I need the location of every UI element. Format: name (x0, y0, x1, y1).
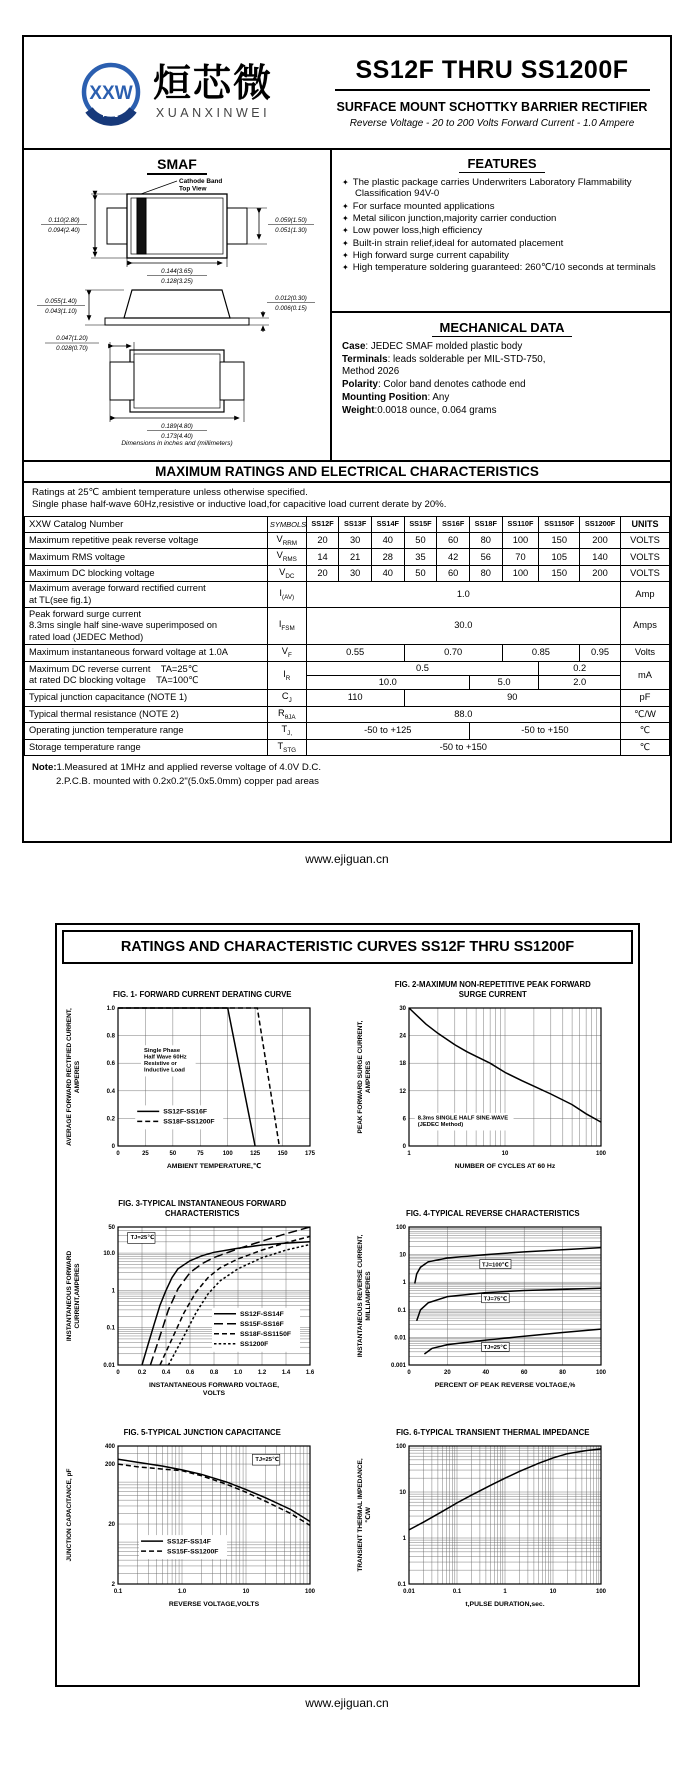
value-cell: 0.2 (539, 661, 621, 675)
svg-text:℃/W: ℃/W (364, 1507, 372, 1523)
value-cell: 0.85 (502, 645, 580, 662)
svg-text:0.1: 0.1 (397, 1582, 406, 1588)
ratings-table (24, 516, 670, 756)
svg-text:6: 6 (402, 1116, 406, 1123)
value-cell: 30 (339, 532, 372, 549)
ratings-tagline: Reverse Voltage - 20 to 200 Volts Forward Current - 1.0 Ampere (349, 118, 635, 129)
note-line: 2.P.C.B. mounted with 0.2x0.2"(5.0x5.0mm) copper pad areas (56, 776, 319, 788)
value-cell: 140 (580, 549, 621, 566)
value-cell: 90 (404, 690, 620, 707)
svg-text:100: 100 (395, 1225, 406, 1231)
series-SS15F-SS1200F (118, 1464, 310, 1525)
figure-4 (348, 1198, 639, 1407)
svg-text:0: 0 (116, 1370, 120, 1376)
symbol-cell: $I_{(AV)}$ (267, 582, 306, 608)
svg-text:40: 40 (482, 1370, 489, 1376)
svg-text:TJ=100℃: TJ=100℃ (481, 1262, 509, 1269)
features-section (332, 150, 670, 313)
dim-pad-width-in: 0.047(1.20) (56, 335, 88, 342)
svg-text:SS12F-SS16F: SS12F-SS16F (163, 1108, 208, 1116)
figure-2 (348, 979, 639, 1188)
value-cell: 20 (306, 532, 339, 549)
svg-text:0: 0 (402, 1144, 406, 1150)
value-cell: 30.0 (306, 608, 620, 645)
svg-text:0.8: 0.8 (210, 1370, 219, 1376)
figure-5-title (124, 1417, 281, 1438)
device-column-header: SS13F (339, 517, 372, 533)
website-link[interactable]: www.ejiguan.cn (305, 1696, 389, 1710)
datasheet-page-1 (22, 35, 672, 843)
svg-text:REVERSE VOLTAGE,VOLTS: REVERSE VOLTAGE,VOLTS (169, 1601, 260, 1608)
svg-text:1.4: 1.4 (282, 1370, 291, 1376)
series-SS12F-SS14F (118, 1459, 310, 1521)
svg-text:INSTANTANEOUS REVERSE CURRENT,: INSTANTANEOUS REVERSE CURRENT, (356, 1234, 364, 1358)
value-cell: 40 (371, 532, 404, 549)
svg-text:0.001: 0.001 (390, 1363, 406, 1369)
value-cell: 30 (339, 565, 372, 582)
dim-tab-height-in: 0.059(1.50) (275, 217, 307, 224)
svg-text:SS15F-SS1200F: SS15F-SS1200F (167, 1548, 219, 1556)
logo-monogram: XXW (89, 82, 133, 104)
mechanical-data-section (332, 313, 670, 460)
svg-text:PERCENT OF PEAK REVERSE VOLTAG: PERCENT OF PEAK REVERSE VOLTAGE,% (434, 1382, 576, 1389)
svg-text:10: 10 (399, 1252, 406, 1259)
symbols-header: SYMBOLS (267, 517, 306, 533)
device-column-header: SS12F (306, 517, 339, 533)
feature-item: ✦ Built-in strain relief,ideal for automated placement (342, 237, 564, 249)
svg-text:SS12F-SS14F: SS12F-SS14F (167, 1538, 212, 1546)
symbol-cell: $C_J$ (267, 690, 306, 707)
svg-text:10: 10 (399, 1490, 406, 1496)
svg-text:JUNCTION CAPACITANCE, pF: JUNCTION CAPACITANCE, pF (66, 1468, 74, 1562)
svg-text:1: 1 (407, 1151, 411, 1157)
mechanical-data-item: Method 2026 (342, 366, 400, 378)
features-list (342, 177, 662, 274)
svg-text:75: 75 (197, 1151, 204, 1157)
svg-text:0.6: 0.6 (186, 1370, 195, 1376)
features-heading: FEATURES (342, 156, 662, 171)
value-cell: 50 (404, 532, 437, 549)
top-view-callout: Top View (179, 185, 207, 193)
title-rule (335, 89, 650, 91)
value-cell: 0.95 (580, 645, 621, 662)
param-cell: Typical thermal resistance (NOTE 2) (25, 706, 268, 723)
device-description: SURFACE MOUNT SCHOTTKY BARRIER RECTIFIER (336, 100, 648, 114)
value-cell: -50 to +150 (306, 739, 620, 756)
svg-text:CURRENT,AMPERES: CURRENT,AMPERES (74, 1263, 82, 1329)
svg-text:0.4: 0.4 (106, 1088, 116, 1095)
svg-text:2: 2 (111, 1582, 116, 1588)
dim-body-width-in: 0.144(3.65) (161, 268, 193, 275)
package-outline-drawing (27, 172, 327, 440)
dim-pad-width-mm: 0.028(0.70) (56, 345, 88, 352)
svg-text:100: 100 (595, 1370, 606, 1376)
figure-6-plot (353, 1438, 633, 1626)
figure-4-title (406, 1198, 580, 1219)
svg-text:AVERAGE FORWARD RECTIFIED CURR: AVERAGE FORWARD RECTIFIED CURRENT, (66, 1008, 74, 1146)
units-cell: pF (620, 690, 669, 707)
svg-text:100: 100 (222, 1151, 233, 1157)
svg-text:25: 25 (142, 1151, 150, 1157)
svg-text:1.6: 1.6 (306, 1370, 315, 1376)
logo-icon (75, 57, 147, 129)
svg-text:125: 125 (250, 1151, 261, 1157)
svg-text:0.1: 0.1 (106, 1325, 116, 1332)
svg-text:0: 0 (407, 1370, 411, 1376)
figure-title-line: SURGE CURRENT (458, 989, 527, 999)
feature-item: ✦ High temperature soldering guaranteed: 260℃/10 seconds at terminals (342, 262, 656, 274)
figure-title-line: FIG. 2-MAXIMUM NON-REPETITIVE PEAK FORWARD (394, 979, 591, 989)
mechanical-data-heading: MECHANICAL DATA (342, 320, 662, 335)
dim-lead-thickness-in: 0.012(0.30) (275, 295, 307, 302)
dim-body-width-mm: 0.128(3.25) (161, 278, 193, 285)
svg-text:24: 24 (399, 1033, 406, 1040)
figure-3-title (118, 1198, 286, 1219)
value-cell: 14 (306, 549, 339, 566)
dim-tab-height-mm: 0.051(1.30) (275, 227, 307, 234)
svg-text:1.0: 1.0 (106, 1006, 116, 1012)
svg-text:0.1: 0.1 (397, 1307, 406, 1314)
svg-text:Half Wave 60Hz: Half Wave 60Hz (144, 1054, 187, 1061)
figure-title-line: FIG. 4-TYPICAL REVERSE CHARACTERISTICS (405, 1208, 580, 1218)
mechanical-data-item: Mounting Position: Any (342, 391, 450, 403)
svg-text:1.2: 1.2 (258, 1370, 267, 1376)
symbol-cell: $V_F$ (267, 645, 306, 662)
param-cell: Maximum RMS voltage (25, 549, 268, 566)
figure-title-line: FIG. 3-TYPICAL INSTANTANEOUS FORWARD (118, 1198, 287, 1208)
mechanical-data-item: Case: JEDEC SMAF molded plastic body (342, 341, 523, 352)
device-column-header: SS14F (371, 517, 404, 533)
svg-text:20: 20 (108, 1522, 116, 1529)
package-drawing-panel (24, 150, 332, 460)
symbol-cell: $I_{FSM}$ (267, 608, 306, 645)
svg-text:0.4: 0.4 (162, 1370, 171, 1376)
dim-total-width-mm: 0.173(4.40) (161, 433, 193, 440)
param-cell: Peak forward surge current 8.3ms single half sine-wave superimposed on rated load (JEDEC Method) (25, 608, 268, 645)
svg-text:1: 1 (111, 1288, 116, 1295)
svg-text:AMPERES: AMPERES (74, 1060, 82, 1094)
symbol-cell: $T_{STG}$ (267, 739, 306, 756)
company-name-cjk: 烜芯微 (152, 63, 273, 106)
svg-text:0: 0 (111, 1144, 116, 1150)
value-cell: 200 (580, 532, 621, 549)
figure-1 (57, 979, 348, 1188)
value-cell: 110 (306, 690, 404, 707)
svg-text:10: 10 (549, 1589, 557, 1595)
value-cell: 60 (437, 565, 470, 582)
svg-text:1: 1 (402, 1536, 406, 1542)
value-cell: 21 (339, 549, 372, 566)
svg-text:60: 60 (520, 1370, 528, 1376)
svg-text:0.2: 0.2 (106, 1116, 116, 1123)
param-cell: Maximum instantaneous forward voltage at 1.0A (25, 645, 268, 662)
units-cell: VOLTS (620, 532, 669, 549)
svg-text:TJ=25℃: TJ=25℃ (255, 1456, 280, 1463)
value-cell: 0.55 (306, 645, 404, 662)
ratings-section-heading: MAXIMUM RATINGS AND ELECTRICAL CHARACTERISTICS (24, 460, 670, 483)
condition-line-1: Ratings at 25℃ ambient temperature unless otherwise specified. (32, 487, 308, 498)
value-cell: 105 (539, 549, 580, 566)
symbol-cell: $R_{\theta JA}$ (267, 706, 306, 723)
test-conditions (24, 483, 670, 516)
value-cell: 35 (404, 549, 437, 566)
cathode-band-callout: Cathode Band (179, 178, 223, 185)
figure-3-plot (62, 1219, 342, 1407)
svg-text:100: 100 (595, 1589, 606, 1595)
figure-6 (348, 1417, 639, 1626)
value-cell: 60 (437, 532, 470, 549)
svg-text:TJ=25℃: TJ=25℃ (483, 1345, 507, 1352)
svg-text:TRANSIENT THERMAL IMPEDANCE,: TRANSIENT THERMAL IMPEDANCE, (356, 1458, 364, 1572)
device-column-header: SS110F (502, 517, 539, 533)
svg-text:10.0: 10.0 (103, 1251, 116, 1258)
value-cell: -50 to +125 (306, 723, 469, 740)
mechanical-data-item: Weight:0.0018 ounce, 0.064 grams (342, 404, 497, 416)
note-line: Note:1.Measured at 1MHz and applied reverse voltage of 4.0V D.C. (32, 762, 322, 774)
value-cell: 40 (371, 565, 404, 582)
figure-4-plot (353, 1219, 633, 1407)
svg-text:30: 30 (399, 1006, 406, 1012)
svg-text:0.1: 0.1 (452, 1589, 461, 1595)
svg-text:0.01: 0.01 (394, 1335, 406, 1342)
part-number-title: SS12F THRU SS1200F (355, 56, 629, 84)
figure-5 (57, 1417, 348, 1626)
package-name: SMAF (24, 156, 330, 172)
figure-2-title (395, 979, 591, 1000)
svg-text:1.0: 1.0 (178, 1589, 187, 1595)
feature-item: ✦ For surface mounted applications (342, 200, 495, 212)
svg-text:18: 18 (399, 1061, 406, 1068)
characteristic-curves-grid (57, 969, 638, 1626)
device-column-header: SS18F (469, 517, 502, 533)
param-cell: Operating junction temperature range (25, 723, 268, 740)
svg-text:80: 80 (559, 1370, 566, 1376)
figure-5-plot (62, 1438, 342, 1626)
figure-title-line: FIG. 6-TYPICAL TRANSIENT THERMAL IMPEDANCE (396, 1427, 590, 1437)
dim-lead-thickness-mm: 0.006(0.15) (275, 305, 307, 312)
feature-item: ✦ High forward surge current capability (342, 249, 509, 261)
condition-line-2: Single phase half-wave 60Hz,resistive or inductive load,for capacitive load current derate by 20%. (32, 498, 447, 510)
header (24, 37, 670, 150)
value-cell: 5.0 (469, 675, 538, 689)
svg-text:0.01: 0.01 (103, 1363, 116, 1369)
units-cell: Amps (620, 608, 669, 645)
svg-text:20: 20 (443, 1370, 451, 1376)
svg-text:SS12F-SS14F: SS12F-SS14F (240, 1311, 285, 1319)
value-cell: 200 (580, 565, 621, 582)
symbol-cell: $T_{J,}$ (267, 723, 306, 740)
device-column-header: SS1200F (580, 517, 621, 533)
device-column-header: SS15F (404, 517, 437, 533)
value-cell: 80 (469, 565, 502, 582)
value-cell: 20 (306, 565, 339, 582)
dim-total-width-in: 0.189(4.80) (161, 423, 193, 430)
svg-text:100: 100 (395, 1444, 406, 1450)
value-cell: 42 (437, 549, 470, 566)
svg-text:10: 10 (501, 1151, 509, 1157)
symbol-cell: $V_{RMS}$ (267, 549, 306, 566)
svg-text:MILLIAMPERES: MILLIAMPERES (364, 1271, 372, 1321)
svg-text:12: 12 (399, 1088, 406, 1095)
website-link[interactable]: www.ejiguan.cn (305, 852, 389, 866)
svg-text:SS15F-SS16F: SS15F-SS16F (240, 1321, 285, 1329)
figure-1-plot (62, 1000, 342, 1188)
units-cell: mA (620, 661, 669, 690)
diode-symbol-icon (103, 105, 113, 117)
value-cell: -50 to +150 (469, 723, 620, 740)
value-cell: 0.5 (306, 661, 539, 675)
figure-title-line: CHARACTERISTICS (164, 1208, 240, 1218)
svg-text:PEAK FORWARD SURGE CURRENT,: PEAK FORWARD SURGE CURRENT, (356, 1020, 364, 1134)
value-cell: 10.0 (306, 675, 469, 689)
dim-body-height-mm: 0.094(2.40) (48, 227, 80, 234)
param-cell: Maximum repetitive peak reverse voltage (25, 532, 268, 549)
device-column-header: SS1150F (539, 517, 580, 533)
dimensions-footnote: Dimensions in inches and (millimeters) (121, 440, 233, 447)
svg-text:SS18F-SS1200F: SS18F-SS1200F (163, 1118, 215, 1126)
svg-text:Inductive Load: Inductive Load (144, 1067, 186, 1074)
svg-text:400: 400 (105, 1444, 116, 1450)
catalog-number-header: XXW Catalog Number (25, 517, 268, 533)
symbol-cell: $V_{DC}$ (267, 565, 306, 582)
svg-text:0.2: 0.2 (138, 1370, 147, 1376)
dim-body-height-in: 0.110(2.80) (48, 217, 80, 224)
symbol-cell: $I_R$ (267, 661, 306, 690)
value-cell: 28 (371, 549, 404, 566)
cathode-band (137, 198, 146, 254)
svg-text:150: 150 (277, 1151, 288, 1157)
svg-text:VOLTS: VOLTS (203, 1390, 226, 1397)
svg-text:200: 200 (105, 1462, 116, 1469)
datasheet-page-2 (55, 923, 640, 1687)
svg-text:AMPERES: AMPERES (364, 1060, 372, 1094)
ratings-table-grid (24, 516, 670, 756)
symbol-cell: $V_{RRM}$ (267, 532, 306, 549)
curves-page-heading: RATINGS AND CHARACTERISTIC CURVES SS12F THRU SS1200F (62, 930, 633, 964)
units-cell: ℃ (620, 723, 669, 740)
table-notes (24, 756, 670, 789)
figure-1-title (113, 979, 291, 1000)
svg-text:INSTANTANEOUS FORWARD: INSTANTANEOUS FORWARD (66, 1250, 74, 1342)
units-cell: Amp (620, 582, 669, 608)
svg-text:175: 175 (305, 1151, 316, 1157)
param-cell: Maximum DC blocking voltage (25, 565, 268, 582)
svg-text:100: 100 (595, 1151, 606, 1157)
svg-text:Resistive or: Resistive or (144, 1060, 178, 1067)
value-cell: 150 (539, 532, 580, 549)
param-cell: Storage temperature range (25, 739, 268, 756)
value-cell: 100 (502, 532, 539, 549)
dim-side-height-in: 0.055(1.40) (45, 298, 77, 305)
units-cell: VOLTS (620, 549, 669, 566)
units-cell: Volts (620, 645, 669, 662)
feature-item: ✦ Metal silicon junction,majority carrier conduction (342, 212, 557, 224)
svg-text:8.3ms SINGLE HALF SINE-WAVE: 8.3ms SINGLE HALF SINE-WAVE (417, 1115, 508, 1122)
svg-text:0.8: 0.8 (106, 1033, 116, 1040)
units-cell: VOLTS (620, 565, 669, 582)
value-cell: 56 (469, 549, 502, 566)
figure-title-line: FIG. 1- FORWARD CURRENT DERATING CURVE (113, 989, 292, 999)
units-header: UNITS (620, 517, 669, 533)
value-cell: 50 (404, 565, 437, 582)
value-cell: 150 (539, 565, 580, 582)
units-cell: ℃ (620, 739, 669, 756)
value-cell: 70 (502, 549, 539, 566)
mechanical-data-item: Polarity: Color band denotes cathode end (342, 379, 526, 391)
svg-text:1: 1 (402, 1280, 406, 1287)
svg-text:1: 1 (503, 1589, 507, 1595)
param-cell: Typical junction capacitance (NOTE 1) (25, 690, 268, 707)
svg-text:50: 50 (169, 1151, 177, 1157)
svg-text:0.01: 0.01 (402, 1589, 415, 1595)
figure-title-line: FIG. 5-TYPICAL JUNCTION CAPACITANCE (123, 1427, 281, 1437)
feature-item: ✦ Low power loss,high efficiency (342, 225, 483, 237)
datasheet-page (0, 35, 694, 1771)
svg-text:0.1: 0.1 (114, 1589, 123, 1595)
mechanical-data-list (342, 341, 662, 417)
company-logo (24, 37, 324, 148)
value-cell: 0.70 (404, 645, 502, 662)
figure-3 (57, 1198, 348, 1407)
value-cell: 1.0 (306, 582, 620, 608)
svg-text:(JEDEC Method): (JEDEC Method) (417, 1121, 463, 1128)
svg-text:10: 10 (242, 1589, 250, 1595)
svg-text:SS1200F: SS1200F (240, 1341, 269, 1349)
svg-text:t,PULSE DURATION,sec.: t,PULSE DURATION,sec. (465, 1601, 545, 1608)
svg-text:50: 50 (108, 1225, 116, 1231)
value-cell: 88.0 (306, 706, 620, 723)
svg-text:0.6: 0.6 (106, 1061, 116, 1068)
param-cell: Maximum DC reverse current TA=25℃ at rated DC blocking voltage TA=100℃ (25, 661, 268, 690)
svg-text:TJ=25℃: TJ=25℃ (130, 1235, 155, 1242)
figure-2-plot (353, 1000, 633, 1188)
param-cell: Maximum average forward rectified current at TL(see fig.1) (25, 582, 268, 608)
company-name-latin: XUANXINWEI (155, 105, 271, 120)
svg-text:AMBIENT TEMPERATURE,℃: AMBIENT TEMPERATURE,℃ (167, 1163, 262, 1170)
units-cell: ℃/W (620, 706, 669, 723)
dim-side-height-mm: 0.043(1.10) (45, 308, 77, 315)
feature-item: ✦ The plastic package carries Underwriters Laboratory Flammability Classification 94V-0 (342, 177, 632, 200)
svg-text:NUMBER OF CYCLES AT 60 Hz: NUMBER OF CYCLES AT 60 Hz (454, 1163, 555, 1170)
mechanical-data-item: Terminals: leads solderable per MIL-STD-750, (342, 353, 546, 365)
value-cell: 80 (469, 532, 502, 549)
svg-text:INSTANTANEOUS FORWARD VOLTAGE,: INSTANTANEOUS FORWARD VOLTAGE, (149, 1382, 280, 1389)
svg-text:TJ=75℃: TJ=75℃ (483, 1296, 507, 1303)
value-cell: 100 (502, 565, 539, 582)
svg-text:0: 0 (116, 1151, 120, 1157)
svg-text:100: 100 (305, 1589, 316, 1595)
device-column-header: SS16F (437, 517, 470, 533)
figure-6-title (396, 1417, 589, 1438)
svg-text:SS18F-SS1150F: SS18F-SS1150F (240, 1331, 292, 1339)
svg-text:Single Phase: Single Phase (144, 1047, 181, 1054)
value-cell: 2.0 (539, 675, 621, 689)
svg-text:1.0: 1.0 (234, 1370, 243, 1376)
